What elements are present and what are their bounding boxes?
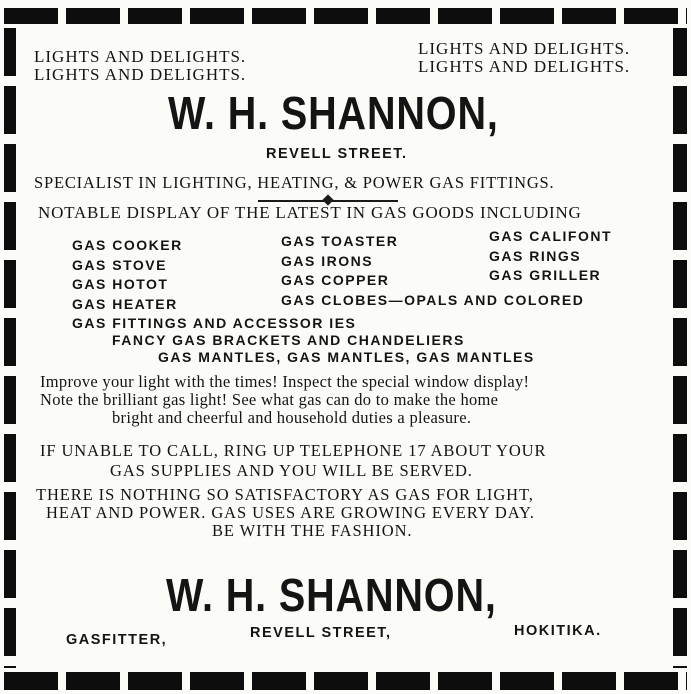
tagline-left-line-1: LIGHTS AND DELIGHTS.	[34, 47, 247, 66]
nothing-line-1: THERE IS NOTHING SO SATISFACTORY AS GAS FOR LIGHT,	[36, 485, 534, 504]
goods-column-1	[72, 236, 183, 314]
tagline-left	[34, 48, 246, 84]
top-border-decoration	[4, 8, 687, 24]
header-street: REVELL STREET.	[266, 146, 408, 162]
tagline-right-line-1: LIGHTS AND DELIGHTS.	[418, 39, 631, 58]
footer-trade: GASFITTER,	[66, 632, 168, 648]
call-line-1: IF UNABLE TO CALL, RING UP TELEPHONE 17 ABOUT YOUR	[40, 441, 547, 460]
improve-line-1: Improve your light with the times! Inspect the special window display!	[40, 372, 530, 391]
goods-item: GAS CALIFONT	[489, 228, 612, 244]
goods-item: GAS HEATER	[72, 295, 178, 312]
footer-town: HOKITIKA.	[514, 623, 602, 639]
tagline-right-line-2: LIGHTS AND DELIGHTS.	[418, 57, 631, 76]
improve-paragraph	[40, 373, 529, 427]
goods-item: GAS IRONS	[281, 252, 374, 269]
goods-item: GAS RINGS	[489, 247, 582, 264]
improve-line-2: Note the brilliant gas light! See what gas can do to make the home	[40, 390, 499, 409]
left-border-decoration	[4, 28, 16, 668]
footer-business-name: W. H. SHANNON,	[166, 569, 497, 621]
mantles-line: GAS MANTLES, GAS MANTLES, GAS MANTLES	[158, 349, 535, 365]
fittings-line: GAS FITTINGS AND ACCESSOR IES	[72, 315, 357, 331]
improve-line-3: bright and cheerful and household duties a pleasure.	[112, 408, 472, 427]
goods-item: GAS COPPER	[281, 272, 390, 288]
call-line-2: GAS SUPPLIES AND YOU WILL BE SERVED.	[110, 461, 473, 480]
goods-item: GAS HOTOT	[72, 276, 169, 292]
business-name-heading: W. H. SHANNON,	[168, 87, 499, 139]
specialty-line: SPECIALIST IN LIGHTING, HEATING, & POWER GAS FITTINGS.	[34, 173, 555, 192]
bottom-border-decoration	[4, 672, 687, 690]
nothing-line-2: HEAT AND POWER. GAS USES ARE GROWING EVERY DAY.	[46, 503, 535, 522]
goods-column-3	[489, 227, 612, 286]
nothing-paragraph	[36, 486, 535, 540]
display-intro: NOTABLE DISPLAY OF THE LATEST IN GAS GOODS INCLUDING	[38, 203, 582, 222]
footer-street: REVELL STREET,	[250, 625, 392, 641]
goods-item: GAS COOKER	[72, 237, 183, 253]
brackets-line: FANCY GAS BRACKETS AND CHANDELIERS	[112, 332, 465, 348]
call-paragraph	[40, 441, 546, 481]
nothing-line-3: BE WITH THE FASHION.	[212, 521, 413, 540]
tagline-right	[418, 40, 630, 76]
goods-item: GAS GRILLER	[489, 267, 602, 283]
goods-item: GAS TOASTER	[281, 233, 399, 249]
right-border-decoration	[673, 28, 687, 668]
tagline-left-line-2: LIGHTS AND DELIGHTS.	[34, 65, 247, 84]
goods-item: GAS STOVE	[72, 256, 167, 273]
goods-item: GAS CLOBES—OPALS AND COLORED	[281, 291, 585, 308]
